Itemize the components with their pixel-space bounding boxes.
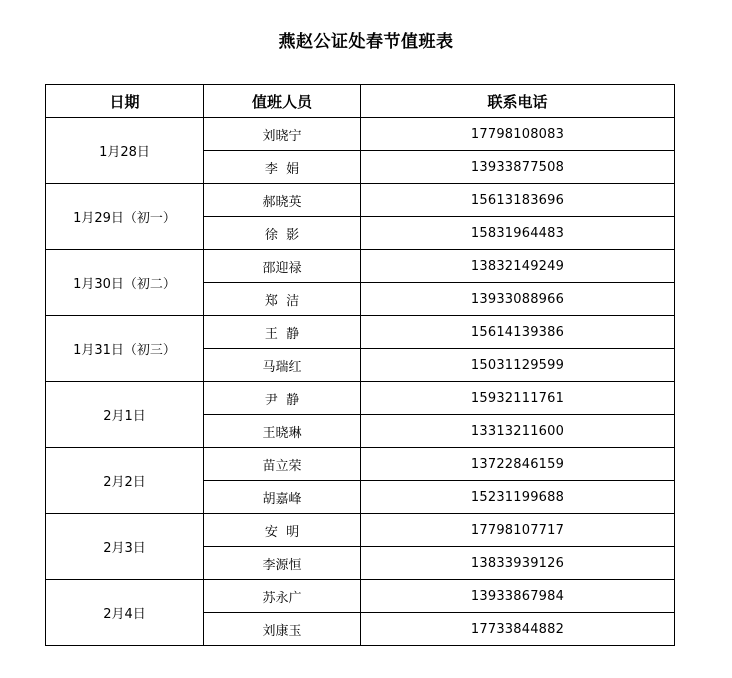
phone-number: 15614139386	[361, 316, 675, 349]
date-cell: 1月30日（初二）	[46, 250, 204, 316]
staff-name: 胡嘉峰	[204, 481, 361, 514]
table-row	[46, 514, 675, 547]
phone-number: 13313211600	[361, 415, 675, 448]
staff-name: 安 明	[204, 514, 361, 547]
staff-name: 马瑞红	[204, 349, 361, 382]
table-row	[46, 316, 675, 349]
table-row	[46, 382, 675, 415]
date-cell: 1月28日	[46, 118, 204, 184]
staff-name: 苗立荣	[204, 448, 361, 481]
duty-table	[45, 84, 675, 646]
phone-number: 15613183696	[361, 184, 675, 217]
table-header-row	[46, 85, 675, 118]
phone-number: 17798108083	[361, 118, 675, 151]
date-cell: 1月31日（初三）	[46, 316, 204, 382]
table-row	[46, 580, 675, 613]
phone-number: 15231199688	[361, 481, 675, 514]
phone-number: 13722846159	[361, 448, 675, 481]
header-staff: 值班人员	[204, 85, 361, 118]
phone-number: 13833939126	[361, 547, 675, 580]
date-cell: 2月4日	[46, 580, 204, 646]
phone-number: 13832149249	[361, 250, 675, 283]
phone-number: 13933088966	[361, 283, 675, 316]
phone-number: 17733844882	[361, 613, 675, 646]
staff-name: 刘晓宁	[204, 118, 361, 151]
phone-number: 15932111761	[361, 382, 675, 415]
phone-number: 17798107717	[361, 514, 675, 547]
header-date: 日期	[46, 85, 204, 118]
table-row	[46, 184, 675, 217]
phone-number: 13933877508	[361, 151, 675, 184]
date-cell: 2月2日	[46, 448, 204, 514]
date-cell: 1月29日（初一）	[46, 184, 204, 250]
staff-name: 李源恒	[204, 547, 361, 580]
date-cell: 2月3日	[46, 514, 204, 580]
phone-number: 15831964483	[361, 217, 675, 250]
staff-name: 郑 洁	[204, 283, 361, 316]
phone-number: 13933867984	[361, 580, 675, 613]
staff-name: 王 静	[204, 316, 361, 349]
table-row	[46, 250, 675, 283]
staff-name: 苏永广	[204, 580, 361, 613]
staff-name: 王晓琳	[204, 415, 361, 448]
staff-name: 李 娟	[204, 151, 361, 184]
table-row	[46, 118, 675, 151]
date-cell: 2月1日	[46, 382, 204, 448]
page-title: 燕赵公证处春节值班表	[278, 32, 454, 52]
staff-name: 徐 影	[204, 217, 361, 250]
staff-name: 尹 静	[204, 382, 361, 415]
header-phone: 联系电话	[361, 85, 675, 118]
staff-name: 刘康玉	[204, 613, 361, 646]
staff-name: 郝晓英	[204, 184, 361, 217]
staff-name: 邵迎禄	[204, 250, 361, 283]
phone-number: 15031129599	[361, 349, 675, 382]
table-row	[46, 448, 675, 481]
